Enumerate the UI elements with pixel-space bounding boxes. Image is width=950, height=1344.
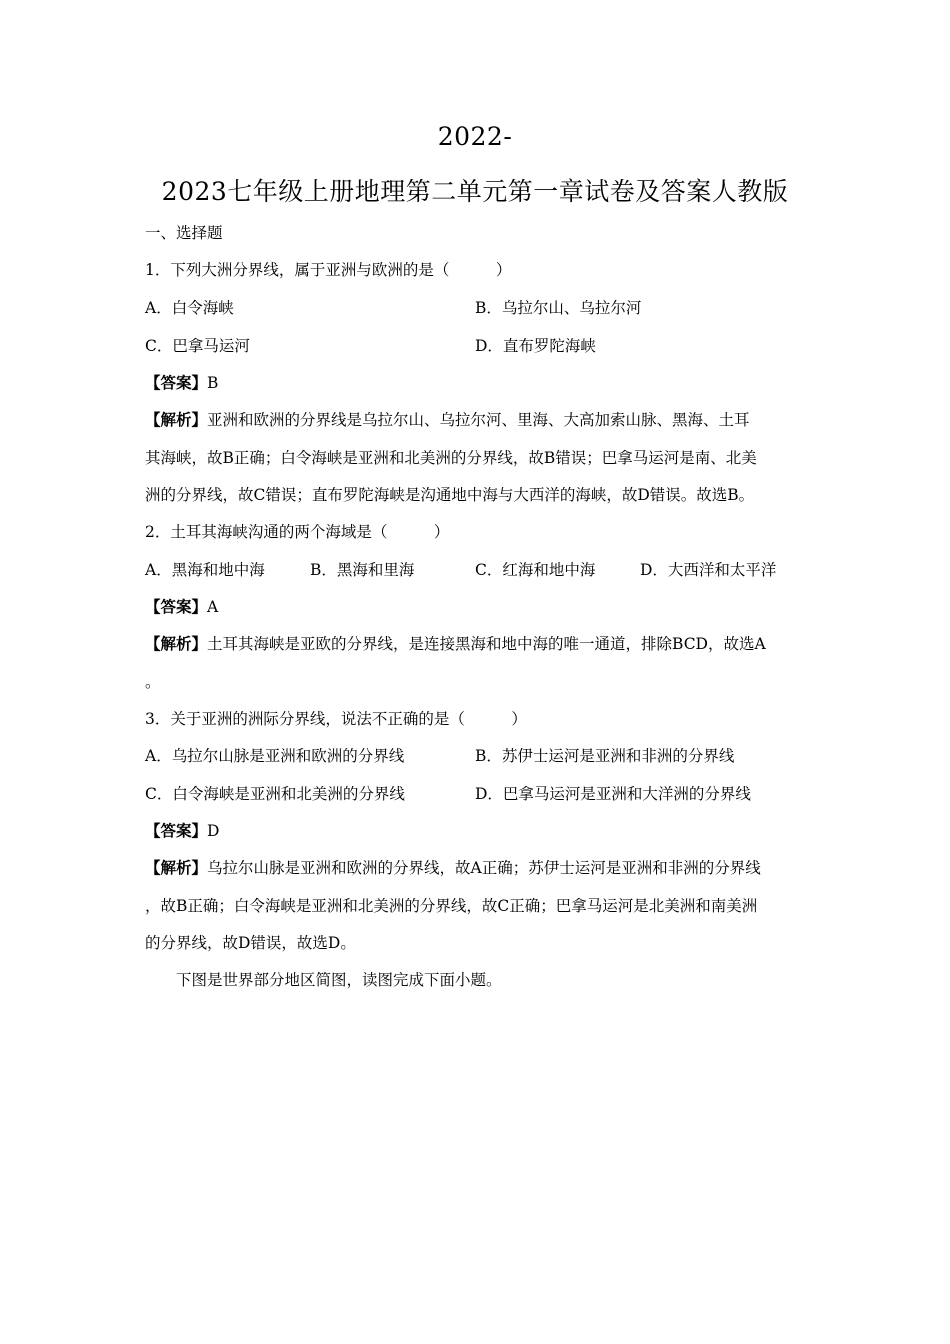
q1-analysis-line-1 [145, 409, 750, 431]
q2-option-d: D．大西洋和太平洋 [640, 561, 777, 579]
answer-value: A [207, 598, 219, 616]
q1-option-b: B．乌拉尔山、乌拉尔河 [475, 299, 642, 317]
q3-stem: 3．关于亚洲的洲际分界线，说法不正确的是（ ） [145, 710, 527, 728]
q3-option-d: D．巴拿马运河是亚洲和大洋洲的分界线 [475, 785, 751, 803]
title-line-1: 2022- [437, 122, 513, 151]
q3-answer [145, 820, 219, 842]
q3-analysis-line-2: ，故B正确；白令海峡是亚洲和北美洲的分界线，故C正确；巴拿马运河是北美洲和南美洲 [145, 897, 758, 915]
q1-analysis-line-2: 其海峡，故B正确；白令海峡是亚洲和北美洲的分界线，故B错误；巴拿马运河是南、北美 [145, 449, 757, 467]
analysis-text: 亚洲和欧洲的分界线是乌拉尔山、乌拉尔河、里海、大高加索山脉、黑海、土耳 [207, 411, 750, 429]
answer-value: B [207, 374, 219, 392]
q2-option-c: C．红海和地中海 [475, 561, 596, 579]
analysis-tag: 【解析】 [145, 410, 208, 429]
answer-tag: 【答案】 [145, 597, 208, 616]
answer-value: D [207, 822, 220, 840]
q2-answer [145, 596, 218, 618]
q1-stem: 1．下列大洲分界线，属于亚洲与欧洲的是（ ） [145, 261, 512, 279]
analysis-tag: 【解析】 [145, 858, 208, 877]
analysis-text: 乌拉尔山脉是亚洲和欧洲的分界线，故A正确；苏伊士运河是亚洲和非洲的分界线 [207, 859, 761, 877]
q2-analysis-line-1 [145, 633, 766, 655]
q1-answer [145, 372, 218, 394]
q3-option-c: C．白令海峡是亚洲和北美洲的分界线 [145, 785, 405, 803]
q3-analysis-line-3: 的分界线，故D错误，故选D。 [145, 934, 356, 952]
answer-tag: 【答案】 [145, 821, 208, 840]
q2-option-a: A．黑海和地中海 [145, 561, 265, 579]
q1-analysis-line-3: 洲的分界线，故C错误；直布罗陀海峡是沟通地中海与大西洋的海峡，故D错误。故选B。 [145, 486, 755, 504]
section-heading: 一、选择题 [145, 224, 223, 242]
q1-option-c: C．巴拿马运河 [145, 337, 250, 355]
analysis-tag: 【解析】 [145, 634, 208, 653]
q3-option-a: A．乌拉尔山脉是亚洲和欧洲的分界线 [145, 747, 405, 765]
analysis-text: 土耳其海峡是亚欧的分界线，是连接黑海和地中海的唯一通道，排除BCD，故选A [207, 635, 766, 653]
q2-stem: 2．土耳其海峡沟通的两个海域是（ ） [145, 523, 450, 541]
answer-tag: 【答案】 [145, 373, 208, 392]
q3-analysis-line-1 [145, 857, 761, 879]
q1-option-a: A．白令海峡 [145, 299, 234, 317]
q2-analysis-line-2: 。 [145, 673, 161, 691]
map-intro-text: 下图是世界部分地区简图，读图完成下面小题。 [176, 971, 502, 989]
q1-option-d: D．直布罗陀海峡 [475, 337, 596, 355]
q2-option-b: B．黑海和里海 [310, 561, 415, 579]
q3-option-b: B．苏伊士运河是亚洲和非洲的分界线 [475, 747, 735, 765]
title-line-2: 2023七年级上册地理第二单元第一章试卷及答案人教版 [161, 177, 789, 206]
